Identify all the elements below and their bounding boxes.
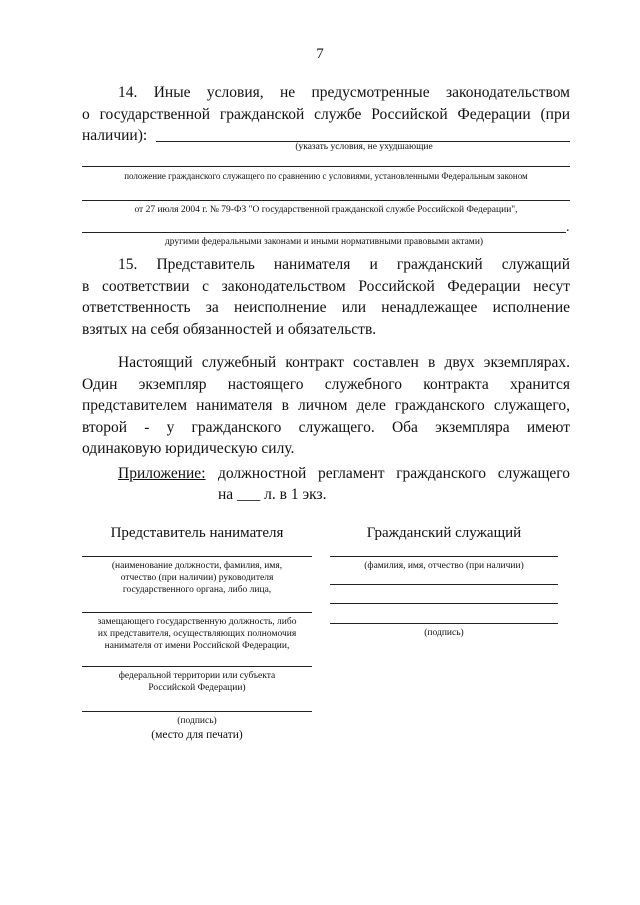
item-14-hint-1: (указать условия, не ухудшающие [295, 142, 433, 152]
employer-hint-1a: (наименование должности, фамилия, имя, [111, 561, 283, 571]
employer-blank-2 [82, 612, 312, 613]
item-14 [82, 82, 570, 147]
employer-hint-2a: замещающего государственную должность, либо [97, 617, 297, 627]
copies-line-4: второй - у гражданского служащего. Оба экземпляра имеют [82, 418, 570, 436]
copies-line-5: одинаковую юридическую силу. [82, 440, 295, 457]
item-15-line-2: в соответствии с законодательством Российской Федерации несут [82, 277, 570, 295]
employer-hint-1 [82, 560, 312, 596]
employer-signature-line [82, 711, 312, 712]
employee-blank-3 [330, 603, 558, 604]
item-15-line-4: взятых на себя обязанностей и обязательств. [82, 320, 377, 338]
employer-blank-1 [82, 556, 312, 557]
item-14-line-3-label: наличии): [82, 127, 148, 144]
employer-hint-3b: Российской Федерации) [148, 683, 246, 693]
item-15-line-3: ответственность за неисполнение или ненадлежащее исполнение [82, 299, 570, 316]
item-15 [82, 254, 570, 340]
appendix-label: Приложение: [118, 465, 206, 482]
item-14-blank-2 [82, 166, 570, 167]
appendix-text-1: должностной регламент гражданского служащего [218, 465, 570, 482]
employer-hint-3 [82, 670, 312, 694]
employer-hint-3a: федеральной территории или субъекта [118, 671, 276, 681]
employer-hint-1b: отчество (при наличии) руководителя [120, 573, 274, 583]
item-14-hint-2: положение гражданского служащего по сравнению с условиями, установленными Федеральным законом [124, 171, 528, 181]
item-14-blank-4 [82, 232, 566, 233]
copies-line-2: Один экземпляр настоящего служебного контракта хранится [82, 375, 570, 393]
appendix-text-2: на ___ л. в 1 экз. [218, 486, 327, 503]
copies-line-1: Настоящий служебный контракт составлен в двух экземплярах. [118, 354, 570, 371]
employer-heading: Представитель нанимателя [110, 525, 284, 541]
employee-blank-2 [330, 584, 558, 585]
employer-hint-1c: государственного органа, либо лица, [122, 585, 272, 595]
item-14-line-2: о государственной гражданской службе Российской Федерации (при [82, 105, 570, 123]
item-14-hint-4: другими федеральными законами и иными нормативными правовыми актами) [164, 237, 484, 247]
copies-paragraph [82, 352, 570, 460]
item-14-line-1: 14. Иные условия, не предусмотренные законодательством [118, 84, 570, 101]
employee-heading: Гражданский служащий [366, 525, 522, 541]
stamp-place-hint: (место для печати) [151, 729, 243, 741]
employee-name-hint: (фамилия, имя, отчество (при наличии) [364, 561, 524, 571]
employer-blank-3 [82, 666, 312, 667]
employer-hint-2 [82, 616, 312, 652]
item-14-hint-3: от 27 июля 2004 г. № 79-ФЗ "О государственной гражданской службе Российской Федерации", [134, 205, 518, 215]
item-14-end-dot: . [566, 220, 570, 235]
employee-signature-hint: (подпись) [424, 628, 464, 638]
item-14-blank-3 [82, 200, 570, 201]
page-number: 7 [316, 46, 324, 62]
employer-signature-hint: (подпись) [177, 716, 217, 726]
employer-hint-2c: нанимателя от имени Российской Федерации, [104, 641, 290, 651]
employee-blank-1 [330, 556, 558, 557]
employee-signature-line [330, 623, 558, 624]
employer-hint-2b: их представителя, осуществляющих полномочия [97, 629, 297, 639]
copies-line-3: представителем нанимателя в личном деле гражданского служащего, [82, 397, 570, 414]
item-15-line-1: 15. Представитель нанимателя и гражданский служащий [118, 256, 570, 273]
